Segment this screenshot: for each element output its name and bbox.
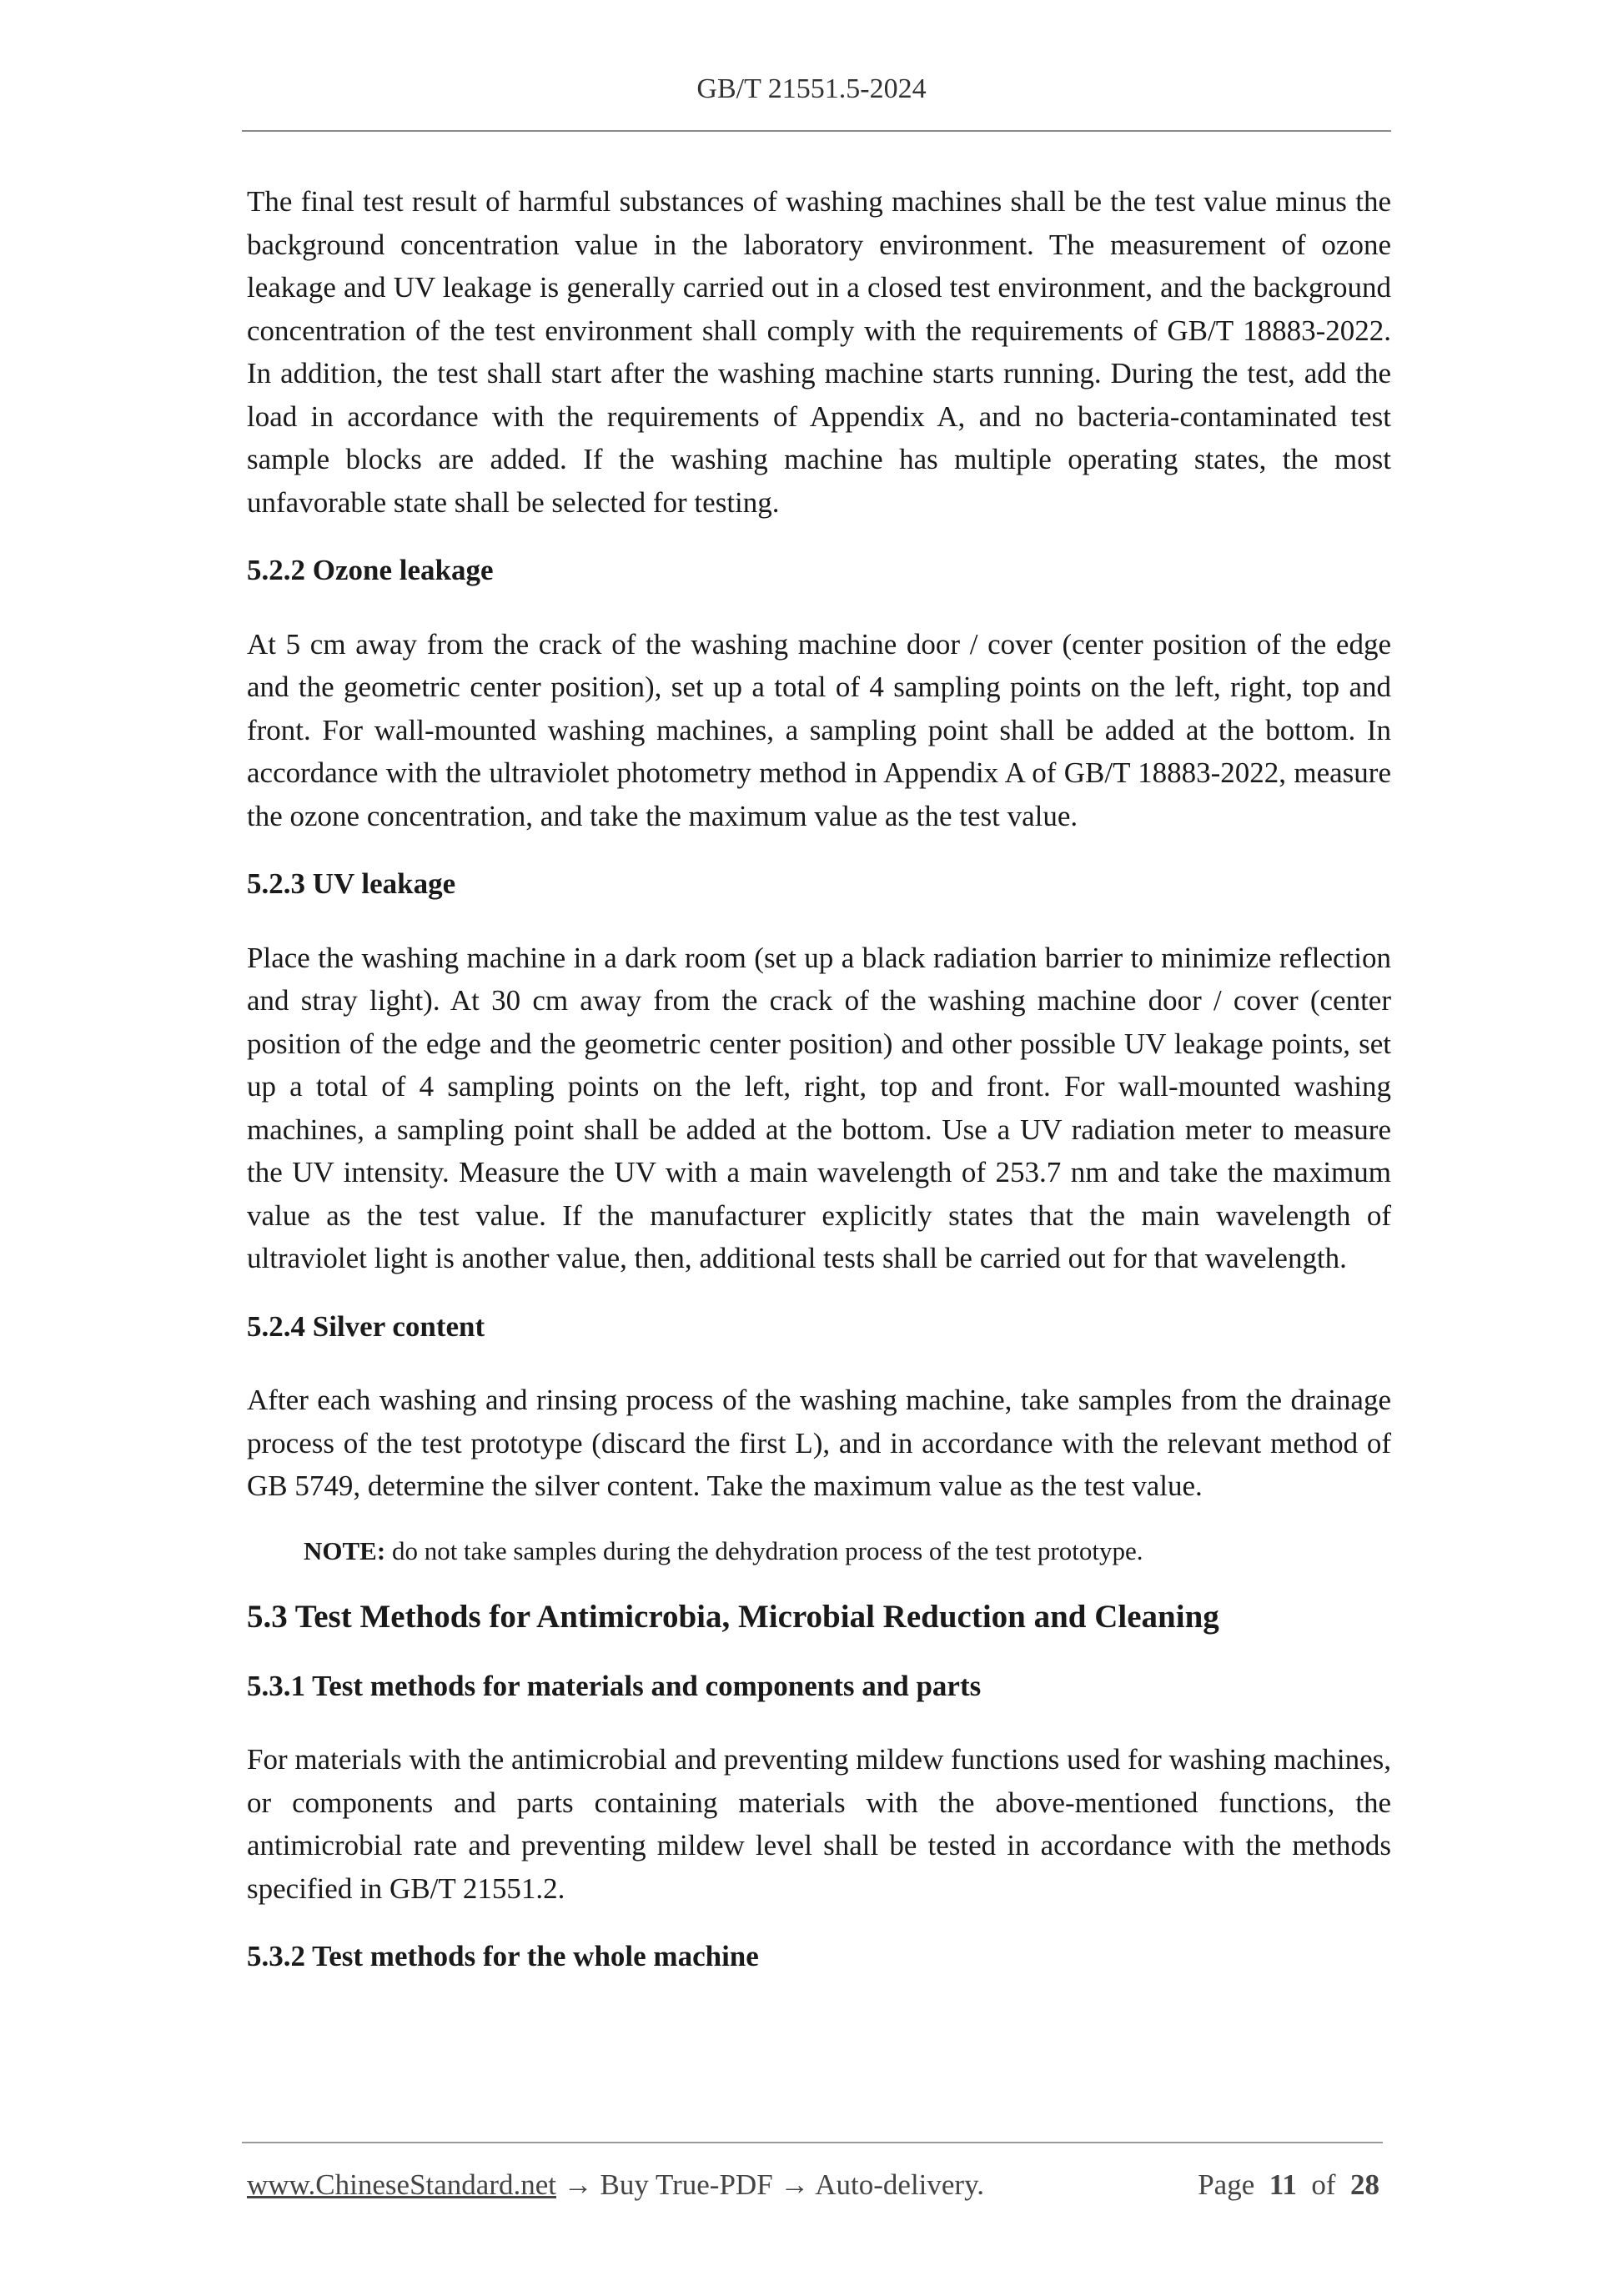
page-label: Page (1198, 2168, 1255, 2201)
note-label: NOTE: (304, 1535, 386, 1565)
footer-divider (242, 2142, 1383, 2143)
section-5-3-1-heading: 5.3.1 Test methods for materials and components and parts (247, 1669, 982, 1702)
site-link[interactable]: www.ChineseStandard.net (247, 2168, 556, 2201)
buy-true-pdf-text: Buy True-PDF (600, 2168, 773, 2201)
auto-delivery-text: Auto-delivery. (815, 2168, 985, 2201)
section-5-2-4-paragraph: After each washing and rinsing process of the washing machine, take samples from the drainage process of the test prototype (discard the first L), and in accordance with the relevant method of GB 5749, determine the silver content. Take the maximum value as the test value. (247, 1384, 1391, 1502)
section-5-2-2-paragraph: At 5 cm away from the crack of the washing machine door / cover (center position of the edge and the geometric center position), set up a total of 4 sampling points on the left, right, top and front. For wall-mounted washing machines, a sampling point shall be added at the bottom. In accordance with the ultraviolet photometry method in Appendix A of GB/T 18883-2022, measure the ozone concentration, and take the maximum value as the test value. (247, 627, 1391, 832)
arrow-right-icon: → (772, 2168, 816, 2201)
page-content (247, 180, 1391, 1978)
header-divider (242, 130, 1391, 132)
section-5-2-3-heading: 5.2.3 UV leakage (247, 867, 456, 900)
section-5-2-3-paragraph: Place the washing machine in a dark room (set up a black radiation barrier to minimize reflection and stray light). At 30 cm away from the crack of the washing machine door / cover (center position of the edge and the geometric center position) and other possible UV leakage points, set up a total of 4 sampling points on the left, right, top and front. For wall-mounted washing machines, a sampling point shall be added at the bottom. Use a UV radiation meter to measure the UV intensity. Measure the UV with a main wavelength of 253.7 nm and take the maximum value as the test value. If the manufacturer explicitly states that the main wavelength of ultraviolet light is another value, then, additional tests shall be carried out for that wavelength. (247, 941, 1391, 1274)
section-5-3-1-paragraph: For materials with the antimicrobial and preventing mildew functions used for washing machines, or components and parts containing materials with the above-mentioned functions, the antimicrobial rate and preventing mildew level shall be tested in accordance with the methods specified in GB/T 21551.2. (247, 1743, 1391, 1905)
page-header-standard-id: GB/T 21551.5-2024 (696, 73, 927, 104)
intro-paragraph: The final test result of harmful substances of washing machines shall be the test value minus the background concentration value in the laboratory environment. The measurement of ozone leakage and UV leakage is generally carried out in a closed test environment, and the background concentration of the test environment shall comply with the requirements of GB/T 18883-2022. In addition, the test shall start after the washing machine starts running. During the test, add the load in accordance with the requirements of Appendix A, and no bacteria-contaminated test sample blocks are added. If the washing machine has multiple operating states, the most unfavorable state shall be selected for testing. (247, 185, 1391, 519)
of-label: of (1311, 2168, 1336, 2201)
arrow-right-icon: → (556, 2168, 600, 2201)
footer-links (247, 2168, 984, 2202)
page-number: 11 (1269, 2168, 1297, 2201)
page-indicator (1198, 2168, 1379, 2202)
section-5-2-4-heading: 5.2.4 Silver content (247, 1309, 485, 1343)
page-total: 28 (1350, 2168, 1379, 2201)
section-5-3-heading: 5.3 Test Methods for Antimicrobia, Microbial Reduction and Cleaning (247, 1598, 1219, 1635)
note-text: do not take samples during the dehydration process of the test prototype. (385, 1535, 1143, 1565)
section-5-2-2-heading: 5.2.2 Ozone leakage (247, 554, 494, 586)
note (304, 1533, 1391, 1570)
section-5-3-2-heading: 5.3.2 Test methods for the whole machine (247, 1940, 759, 1972)
